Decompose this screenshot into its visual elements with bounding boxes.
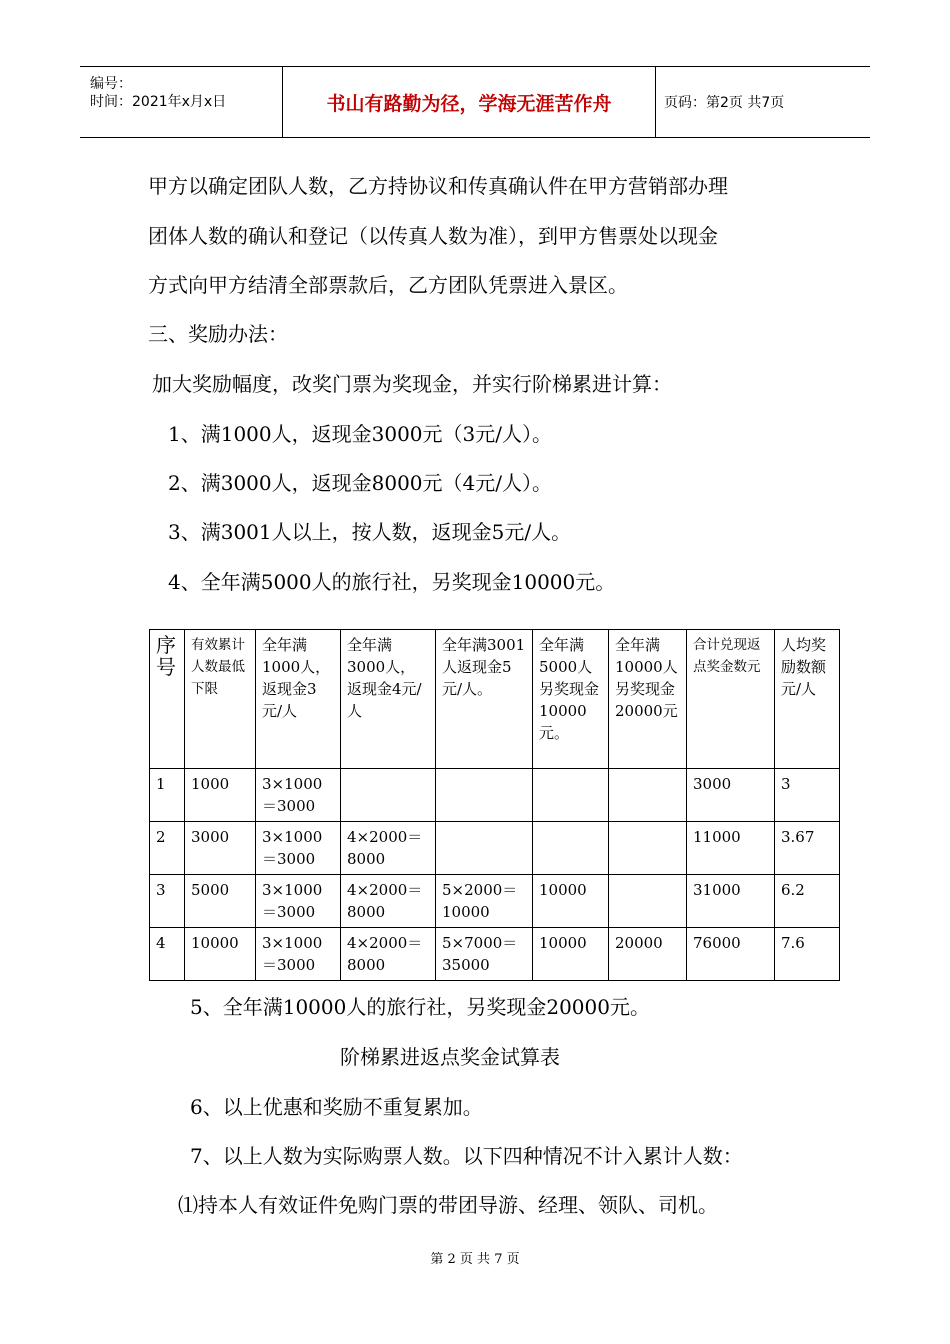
table-cell: 31000: [687, 875, 775, 928]
section-heading: 三、奖励办法：: [148, 322, 288, 346]
table-header-cell: 人均奖励数额元/人: [775, 630, 840, 769]
table-header-cell: 序号: [150, 630, 185, 769]
document-number-label: 编号：: [90, 76, 132, 92]
intro-line: 加大奖励幅度，改奖门票为奖现金，并实行阶梯累进计算：: [152, 372, 672, 396]
table-cell: [533, 822, 609, 875]
table-header-cell: 合计兑现返点奖金数元: [687, 630, 775, 769]
table-cell: 3×1000＝3000: [256, 928, 341, 981]
table-cell: 3×1000＝3000: [256, 822, 341, 875]
table-cell: 10000: [533, 875, 609, 928]
table-cell: 3: [150, 875, 185, 928]
table-cell: 3×1000＝3000: [256, 769, 341, 822]
table-row: [150, 928, 840, 981]
list-item: 1、满1000人，返现金3000元（3元/人）。: [168, 422, 552, 446]
table-cell: 2: [150, 822, 185, 875]
table-cell: 20000: [609, 928, 687, 981]
table-cell: 10000: [185, 928, 256, 981]
table-row: [150, 769, 840, 822]
table-cell: 5×2000＝10000: [436, 875, 533, 928]
table-header-cell: 有效累计人数最低下限: [185, 630, 256, 769]
table-cell: [436, 822, 533, 875]
table-header-row: [150, 630, 840, 769]
header-meta: [80, 67, 282, 137]
list-item: 2、满3000人，返现金8000元（4元/人）。: [168, 471, 552, 495]
table-cell: 10000: [533, 928, 609, 981]
header-motto: 书山有路勤为径，学海无涯苦作舟: [282, 67, 656, 137]
table-cell: 4×2000＝8000: [341, 875, 436, 928]
table-row: [150, 875, 840, 928]
table-row: [150, 822, 840, 875]
table-header-cell: 全年满3001人返现金5元/人。: [436, 630, 533, 769]
table-cell: [609, 822, 687, 875]
table-cell: [341, 769, 436, 822]
table-cell: 7.6: [775, 928, 840, 981]
table-cell: 4×2000＝8000: [341, 928, 436, 981]
document-date-label: 时间：2021年x月x日: [90, 94, 227, 110]
reward-table: [149, 629, 840, 981]
table-cell: [609, 875, 687, 928]
list-item: 7、以上人数为实际购票人数。以下四种情况不计入累计人数：: [190, 1144, 743, 1168]
table-header-cell: 全年满1000人，返现金3元/人: [256, 630, 341, 769]
paragraph-line: 方式向甲方结清全部票款后，乙方团队凭票进入景区。: [148, 273, 628, 297]
table-header-cell: 全年满3000人，返现金4元/人: [341, 630, 436, 769]
table-cell: [533, 769, 609, 822]
table-header-cell: 全年满5000人另奖现金10000元。: [533, 630, 609, 769]
page-header: [80, 66, 870, 138]
table-cell: 3.67: [775, 822, 840, 875]
table-cell: 3: [775, 769, 840, 822]
table-cell: 5×7000＝35000: [436, 928, 533, 981]
list-item: 3、满3001人以上，按人数，返现金5元/人。: [168, 520, 572, 544]
table-cell: 3000: [687, 769, 775, 822]
table-cell: 3×1000＝3000: [256, 875, 341, 928]
table-cell: 1000: [185, 769, 256, 822]
list-item: 6、以上优惠和奖励不重复累加。: [190, 1095, 483, 1119]
table-cell: 3000: [185, 822, 256, 875]
table-cell: 76000: [687, 928, 775, 981]
table-header-cell: 全年满10000人另奖现金20000元: [609, 630, 687, 769]
header-page-info: 页码：第2页 共7页: [664, 95, 785, 111]
paragraph-line: 甲方以确定团队人数，乙方持协议和传真确认件在甲方营销部办理: [148, 174, 728, 198]
table-cell: 1: [150, 769, 185, 822]
paragraph-line: 团体人数的确认和登记（以传真人数为准），到甲方售票处以现金: [148, 224, 718, 248]
table-cell: [609, 769, 687, 822]
table-cell: 4×2000＝8000: [341, 822, 436, 875]
table-cell: [436, 769, 533, 822]
page-footer: 第 2 页 共 7 页: [430, 1252, 520, 1267]
table-cell: 5000: [185, 875, 256, 928]
table-cell: 6.2: [775, 875, 840, 928]
sub-list-item: ⑴持本人有效证件免购门票的带团导游、经理、领队、司机。: [178, 1193, 718, 1217]
list-item: 4、全年满5000人的旅行社，另奖现金10000元。: [168, 570, 616, 594]
table-cell: 4: [150, 928, 185, 981]
table-cell: 11000: [687, 822, 775, 875]
list-item: 5、全年满10000人的旅行社，另奖现金20000元。: [190, 995, 650, 1019]
table-caption: 阶梯累进返点奖金试算表: [340, 1045, 560, 1069]
